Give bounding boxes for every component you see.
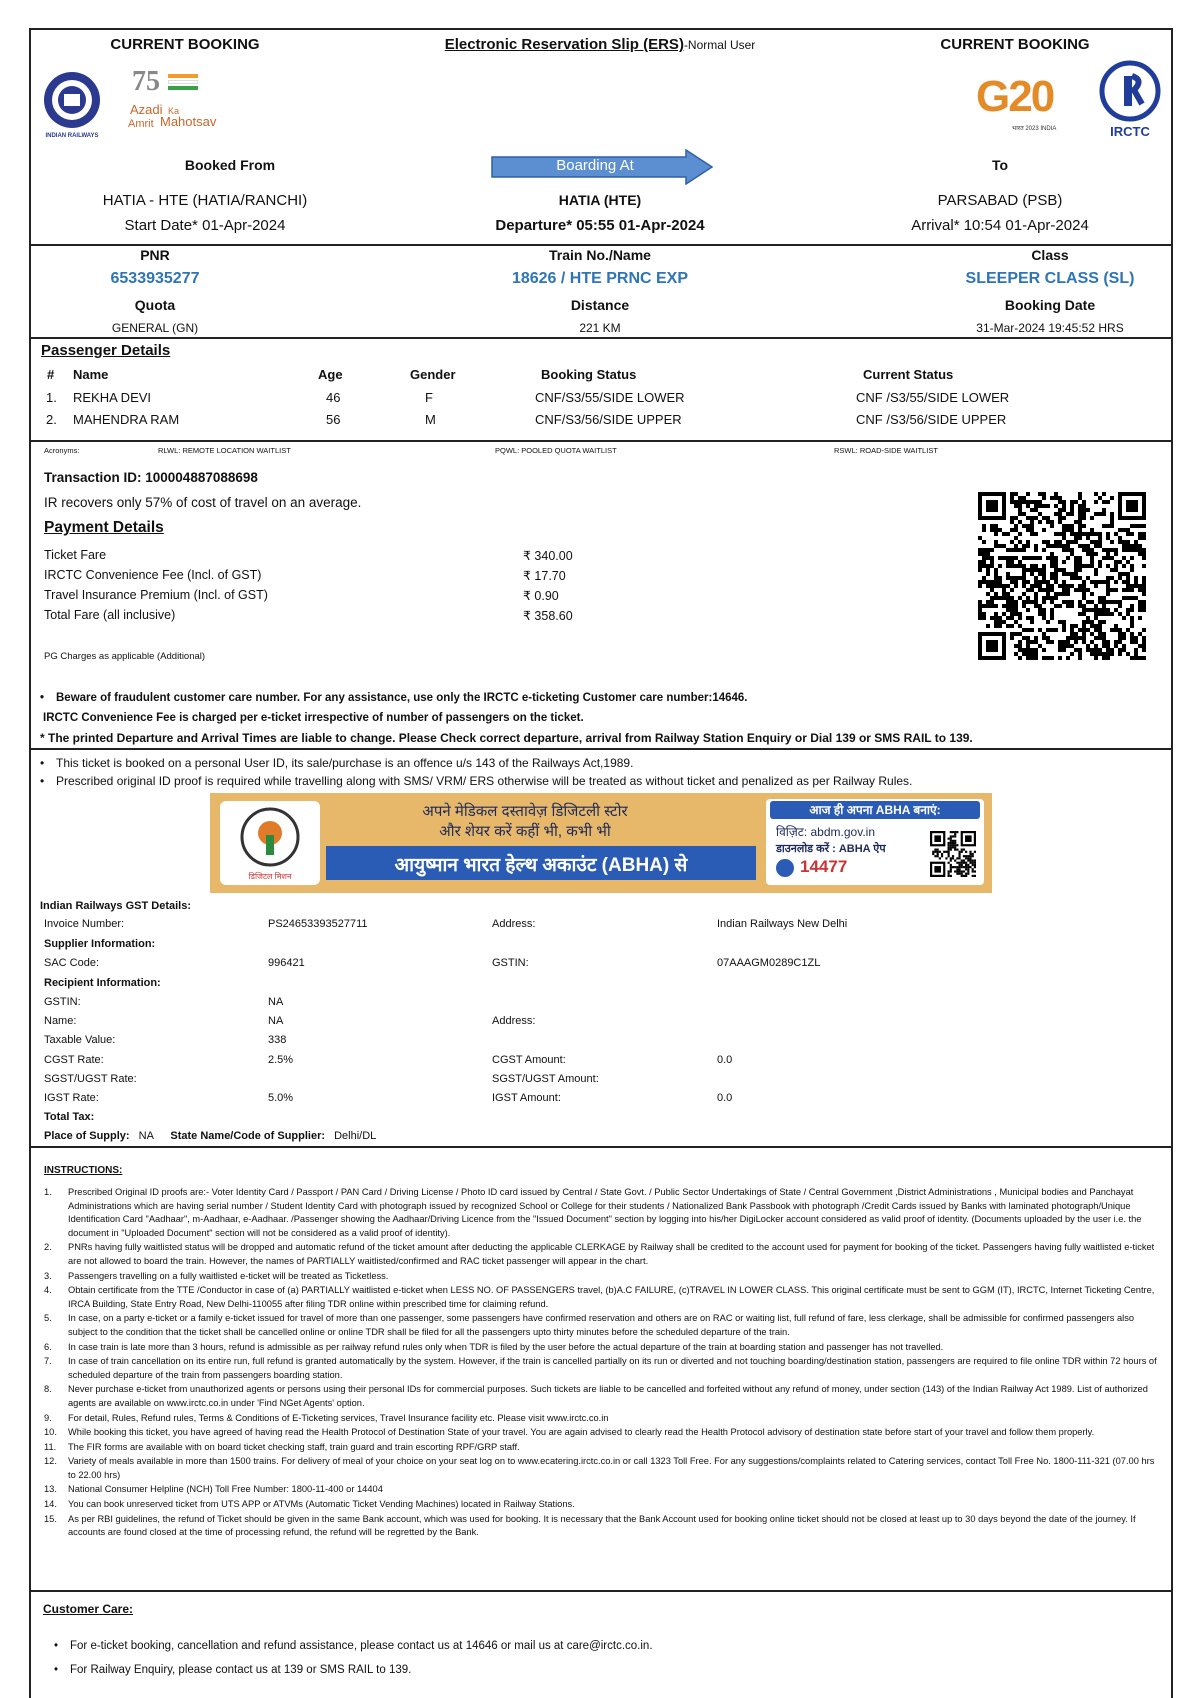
acronym-rswl: RSWL: ROAD-SIDE WAITLIST (834, 446, 938, 455)
instruction-text: In case train is late more than 3 hours, refund is admissible as per railway refund rules only when TDR is filed by the user before the actual departure of the train at boarding station and passenger has not travelled. (68, 1341, 944, 1352)
distance-label: Distance (570, 297, 630, 313)
gst-recipient-address-label: Address: (492, 1015, 536, 1027)
divider (29, 1146, 1173, 1148)
g20-logo-text: G20 (976, 72, 1054, 121)
customer-care-item2-text: For Railway Enquiry, please contact us at 139 or SMS RAIL to 139. (70, 1664, 412, 1676)
instruction-number: 15. (44, 1513, 57, 1524)
id-proof-notice-text: Prescribed original ID proof is required while travelling along with SMS/ VRM/ ERS otherwise will be treated as without ticket and penalized as per Railway Rules. (56, 774, 913, 788)
instruction-number: 2. (44, 1242, 52, 1253)
gst-supplier-label: Supplier Information: (44, 938, 156, 950)
distance-value: 221 KM (579, 321, 621, 335)
gst-taxable-value: 338 (268, 1034, 287, 1046)
personal-id-notice: • This ticket is booked on a personal User ID, its sale/purchase is an offence u/s 143 of the Railways Act,1989. (40, 756, 634, 770)
divider (29, 440, 1173, 442)
instruction-item (44, 1355, 1160, 1382)
abha-banner-line1: अपने मेडिकल दस्तावेज़ डिजिटली स्टोर (422, 803, 628, 820)
instruction-item (44, 1455, 1160, 1482)
gst-invoice-label: Invoice Number: (44, 918, 125, 930)
gst-supply-label: Place of Supply: (44, 1130, 130, 1142)
customer-care-title: Customer Care: (43, 1602, 134, 1616)
azadi-logo-line3: Mahotsav (160, 114, 217, 129)
instruction-item (44, 1270, 1160, 1284)
ers-title-text: Electronic Reservation Slip (ERS) (444, 36, 684, 53)
gst-cgst-rate-value: 2.5% (268, 1054, 294, 1066)
instruction-text: In case of train cancellation on its entire run, full refund is granted automatically by the system. However, if the train is cancelled partially on its run or diverted and not touching boarding/destination station, passengers are required to file online TDR within 72 hours of scheduled departure of the train from passengers boarding station. (68, 1356, 1157, 1380)
gst-igst-amount-value: 0.0 (717, 1092, 733, 1104)
payment-label: Ticket Fare (44, 548, 107, 562)
instruction-number: 8. (44, 1384, 52, 1395)
azadi-logo-ka: Ka (168, 106, 180, 116)
ir-recovery-note: IR recovers only 57% of cost of travel on an average. (44, 495, 362, 510)
instructions-list (44, 1186, 1160, 1541)
instruction-text: Passengers travelling on a fully waitlisted e-ticket will be treated as Ticketless. (68, 1270, 389, 1281)
gst-cgst-rate-label: CGST Rate: (44, 1054, 104, 1066)
azadi-logo-line2: Amrit (128, 118, 154, 130)
to-station: PARSABAD (PSB) (937, 192, 1063, 209)
passenger-name: MAHENDRA RAM (73, 412, 180, 427)
azadi-ka-amrit-mahotsav-logo (128, 66, 238, 130)
gst-recipient-gstin-value: NA (268, 996, 284, 1008)
gst-invoice-value: PS24653393527711 (268, 918, 368, 930)
divider (29, 337, 1173, 339)
passenger-details-title: Passenger Details (41, 342, 171, 359)
instruction-number: 4. (44, 1285, 52, 1296)
col-number: # (47, 367, 55, 382)
gst-sac-value: 996421 (268, 957, 305, 969)
booked-from-label: Booked From (184, 157, 276, 173)
gst-gstin-label: GSTIN: (492, 957, 529, 969)
irctc-logo (1098, 60, 1162, 122)
instruction-number: 1. (44, 1187, 52, 1197)
instruction-item (44, 1341, 1160, 1355)
passenger-age: 46 (326, 390, 341, 405)
from-station: HATIA - HTE (HATIA/RANCHI) (102, 192, 308, 209)
azadi-logo-line1: Azadi (130, 102, 163, 117)
boarding-station: HATIA (HTE) (558, 192, 642, 208)
passenger-current-status: CNF /S3/56/SIDE UPPER (856, 412, 1007, 427)
instruction-item (44, 1312, 1160, 1339)
instruction-number: 9. (44, 1412, 52, 1423)
g20-logo (976, 72, 1096, 136)
instruction-number: 12. (44, 1456, 57, 1467)
customer-care-item: • For e-ticket booking, cancellation and refund assistance, please contact us at 14646 or mail us at care@irctc.co.in. (54, 1640, 653, 1652)
gst-total-tax-label: Total Tax: (44, 1111, 95, 1123)
payment-value: ₹ 340.00 (523, 549, 573, 563)
gst-recipient-gstin-label: GSTIN: (44, 996, 81, 1008)
class-value: SLEEPER CLASS (SL) (965, 270, 1135, 287)
header-right-title: CURRENT BOOKING (940, 36, 1090, 53)
divider (29, 1590, 1173, 1592)
instruction-item (44, 1241, 1160, 1268)
abha-logo (230, 805, 310, 869)
payment-value: ₹ 0.90 (523, 589, 559, 603)
instruction-number: 6. (44, 1341, 52, 1352)
booking-date-value: 31-Mar-2024 19:45:52 HRS (976, 321, 1124, 335)
col-booking-status: Booking Status (541, 367, 637, 382)
personal-id-notice-text: This ticket is booked on a personal User ID, its sale/purchase is an offence u/s 143 of the Railways Act,1989. (56, 756, 634, 770)
gst-recipient-label: Recipient Information: (44, 977, 161, 989)
phone-icon (776, 859, 794, 877)
instruction-item (44, 1284, 1160, 1311)
gst-title: Indian Railways GST Details: (40, 900, 191, 912)
instruction-text: For detail, Rules, Refund rules, Terms & Conditions of E-Ticketing services, Travel Insurance facility etc. Please visit www.irctc.co.in (68, 1412, 609, 1423)
instruction-number: 5. (44, 1313, 52, 1324)
col-gender: Gender (410, 367, 456, 382)
instruction-item (44, 1186, 1160, 1240)
instruction-item (44, 1426, 1160, 1440)
instruction-number: 14. (44, 1499, 57, 1510)
instruction-text: The FIR forms are available with on board ticket checking staff, train guard and train escorting RPF/GRP staff. (68, 1441, 520, 1452)
instruction-number: 3. (44, 1270, 52, 1281)
pnr-number: 6533935277 (110, 270, 200, 287)
irctc-logo-text: IRCTC (1110, 124, 1150, 139)
passenger-number: 1. (46, 390, 57, 405)
instruction-item (44, 1441, 1160, 1455)
customer-care-item1-text: For e-ticket booking, cancellation and refund assistance, please contact us at 14646 or mail us at care@irctc.co.in. (70, 1640, 653, 1652)
instruction-number: 7. (44, 1356, 52, 1367)
instructions-title: INSTRUCTIONS: (44, 1165, 123, 1176)
id-proof-notice: • Prescribed original ID proof is required while travelling along with SMS/ VRM/ ERS otherwise will be treated as without ticket and penalized as per Railway Rules. (40, 774, 913, 788)
payment-details-title: Payment Details (44, 519, 164, 536)
instruction-item (44, 1412, 1160, 1426)
gst-place-of-supply (44, 1130, 376, 1142)
gst-sgst-rate-label: SGST/UGST Rate: (44, 1073, 137, 1085)
payment-value: ₹ 17.70 (523, 569, 566, 583)
passenger-booking-status: CNF/S3/55/SIDE LOWER (535, 390, 685, 405)
instruction-text: Never purchase e-ticket from unauthorized agents or persons using their personal IDs for commercial purposes. Such tickets are liable to be cancelled and forfeited without any refund of money, under section (143) of the Indian Railway Act 1989. List of authorized agents are available on www.irctc.co.in under 'Find NGet Agents' option. (68, 1384, 1148, 1408)
railways-logo-text: INDIAN RAILWAYS (45, 133, 99, 139)
instruction-text: In case, on a party e-ticket or a family e-ticket issued for travel of more than one passenger, some passengers have confirmed reservation and others are on RAC or waiting list, full refund of fare, less clerkage, shall be admissible for confirmed passengers also subject to the condition that the ticket shall be cancelled online or online TDR shall be filed for all the passengers upto thirty minutes before the scheduled departure of the train. (68, 1313, 1135, 1337)
col-age: Age (318, 367, 343, 382)
abha-banner-download: डाउनलोड करें : ABHA ऐप (776, 843, 886, 855)
gst-igst-amount-label: IGST Amount: (492, 1092, 561, 1104)
passenger-gender: F (425, 390, 433, 405)
acronyms-label: Acronyms: (44, 446, 80, 455)
indian-railways-logo (42, 70, 102, 130)
instruction-text: Obtain certificate from the TTE /Conductor in case of (a) PARTIALLY waitlisted e-ticket when LESS NO. OF PASSENGERS travel, (b)A.C FAILURE, (c)TRAVEL IN LOWER CLASS. This original certificate must be sent to GGM (IT), IRCTC, Internet Ticketing Centre, IRCA Building, State Entry Road, New Delhi-110055 after filing TDR online within prescribed time for claiming refund. (68, 1285, 1155, 1309)
divider (29, 244, 1173, 246)
gst-sgst-amount-label: SGST/UGST Amount: (492, 1073, 599, 1085)
instruction-number: 10. (44, 1427, 57, 1438)
start-date: Start Date* 01-Apr-2024 (124, 217, 286, 234)
gst-state-value: Delhi/DL (334, 1130, 377, 1142)
gst-address-value: Indian Railways New Delhi (717, 918, 848, 930)
instruction-number: 13. (44, 1484, 57, 1495)
abha-banner-phone: 14477 (800, 857, 848, 876)
convenience-fee-notice: IRCTC Convenience Fee is charged per e-ticket irrespective of number of passengers on the ticket. (43, 712, 584, 724)
instruction-item (44, 1498, 1160, 1512)
col-current-status: Current Status (863, 367, 954, 382)
payment-value: ₹ 358.60 (523, 609, 573, 623)
abha-logo-text: डिजिटल मिशन (248, 872, 292, 881)
pnr-label: PNR (140, 247, 170, 263)
header-left-title: CURRENT BOOKING (110, 36, 260, 53)
acronym-pqwl: PQWL: POOLED QUOTA WAITLIST (495, 446, 617, 455)
gst-state-label: State Name/Code of Supplier: (170, 1130, 326, 1142)
class-label: Class (1031, 247, 1069, 263)
arrival-time: Arrival* 10:54 01-Apr-2024 (911, 217, 1089, 234)
passenger-booking-status: CNF/S3/56/SIDE UPPER (535, 412, 682, 427)
booking-date-label: Booking Date (1004, 297, 1096, 313)
customer-care-item: • For Railway Enquiry, please contact us at 139 or SMS RAIL to 139. (54, 1664, 412, 1676)
passenger-gender: M (425, 412, 436, 427)
acronym-rlwl: RLWL: REMOTE LOCATION WAITLIST (158, 446, 291, 455)
gst-taxable-label: Taxable Value: (44, 1034, 116, 1046)
gst-supply-value: NA (138, 1130, 154, 1142)
gst-name-value: NA (268, 1015, 284, 1027)
instruction-text: PNRs having fully waitlisted status will be dropped and automatic refund of the ticket amount after deducting the applicable CLERKAGE by Railway shall be credited to the account used for payment for booking of the ticket. Passengers having fully waitlisted e-ticket are not allowed to board the train. However, the names of PARTIALLY waitlisted/confirmed and RAC ticket passenger will appear in the chart. (68, 1242, 1155, 1266)
ers-title (330, 36, 870, 53)
divider (29, 748, 1173, 750)
gst-sac-label: SAC Code: (44, 957, 100, 969)
abha-banner-line2: और शेयर करें कहीं भी, कभी भी (439, 823, 611, 840)
azadi-logo-number: 75 (132, 66, 160, 97)
instruction-text: You can book unreserved ticket from UTS APP or ATVMs (Automatic Ticket Vending Machines) located in Railway Stations. (68, 1499, 575, 1510)
gst-name-label: Name: (44, 1015, 77, 1027)
ticket-qr-code (978, 492, 1146, 660)
ers-user-type: -Normal User (683, 38, 756, 52)
gst-address-label: Address: (492, 918, 536, 930)
abha-qr-code[interactable] (930, 831, 976, 877)
col-name: Name (73, 367, 109, 382)
boarding-at-label: Boarding At (556, 157, 634, 174)
instruction-text: While booking this ticket, you have agreed of having read the Health Protocol of Destination State of your travel. You are again advised to clearly read the Health Protocol advisory of destination state before start of your travel and follow them properly. (68, 1427, 1095, 1438)
abha-banner-main: आयुष्मान भारत हेल्थ अकाउंट (ABHA) से (394, 855, 688, 876)
departure-time: Departure* 05:55 01-Apr-2024 (495, 217, 705, 234)
beware-notice: • Beware of fraudulent customer care number. For any assistance, use only the IRCTC e-ticketing Customer care number:14646. (40, 692, 748, 704)
gst-igst-rate-value: 5.0% (268, 1092, 294, 1104)
abha-banner-visit[interactable]: विज़िट: abdm.gov.in (776, 825, 875, 839)
train-number-name: 18626 / HTE PRNC EXP (511, 270, 689, 287)
payment-label: Travel Insurance Premium (Incl. of GST) (44, 588, 268, 602)
train-label: Train No./Name (549, 247, 651, 263)
transaction-id: Transaction ID: 100004887088698 (44, 470, 258, 485)
instruction-text: Variety of meals available in more than 1500 trains. For delivery of meal of your choice on your seat log on to www.ecatering.irctc.co.in or call 1323 Toll Free. For any suggestions/complaints related to Catering services, contact Toll Free No. 1800-111-321 (07.00 hrs to 22.00 hrs) (68, 1456, 1155, 1480)
instruction-number: 11. (44, 1441, 57, 1452)
g20-logo-subtext: भारत 2023 INDIA (1012, 126, 1057, 132)
printed-times-notice: * The printed Departure and Arrival Times are liable to change. Please Check correct departure, arrival from Railway Station Enquiry or Dial 139 or SMS RAIL to 139. (40, 731, 973, 745)
abha-banner-cta-title: आज ही अपना ABHA बनाएं: (770, 801, 980, 819)
pg-charges-note: PG Charges as applicable (Additional) (44, 651, 206, 662)
gst-cgst-amount-label: CGST Amount: (492, 1054, 566, 1066)
instruction-item (44, 1483, 1160, 1497)
passenger-number: 2. (46, 412, 57, 427)
instruction-item (44, 1513, 1160, 1540)
gst-cgst-amount-value: 0.0 (717, 1054, 733, 1066)
quota-value: GENERAL (GN) (111, 321, 199, 335)
passenger-name: REKHA DEVI (73, 390, 152, 405)
beware-notice-text: Beware of fraudulent customer care number. For any assistance, use only the IRCTC e-ticketing Customer care number:14646. (56, 692, 748, 704)
instruction-text: As per RBI guidelines, the refund of Ticket should be given in the same Bank account, which was used for booking. It is necessary that the Bank Account used for booking online ticket should not be closed at least up to 30 days beyond the date of the journey. If accounts are found closed at the time of processing refund, the refund will be regretted by the Bank. (68, 1513, 1136, 1538)
instruction-item (44, 1383, 1160, 1410)
instruction-text: Prescribed Original ID proofs are:- Voter Identity Card / Passport / PAN Card / Driving License / Photo ID card issued by Central / State Govt. / Public Sector Undertakings of State / Central Government ,District Administrations , Municipal bodies and Panchayat Administrations which are having serial number / Student Identity Card with photograph issued by recognized School or College for their students / Nationalized Bank Passbook with photograph /Credit Cards issued by Banks with laminated photograph/Unique Identification Card "Aadhaar", m-Aadhaar, e-Aadhaar. /Passenger showing the Aadhaar/Driving Licence from the "Issued Document" section by logging into his/her DigiLocker account considered as valid proof of identity. (Documents uploaded by the user i.e. the document in "Uploaded Document" section will not be considered as a valid proof of identity). (68, 1187, 1142, 1238)
passenger-current-status: CNF /S3/55/SIDE LOWER (856, 390, 1010, 405)
quota-label: Quota (134, 297, 176, 313)
instruction-text: National Consumer Helpline (NCH) Toll Free Number: 1800-11-400 or 14404 (68, 1484, 383, 1495)
abha-banner[interactable] (210, 793, 992, 893)
passenger-age: 56 (326, 412, 341, 427)
gst-gstin-value: 07AAAGM0289C1ZL (717, 957, 821, 969)
payment-label: Total Fare (all inclusive) (44, 608, 176, 622)
gst-igst-rate-label: IGST Rate: (44, 1092, 99, 1104)
payment-label: IRCTC Convenience Fee (Incl. of GST) (44, 568, 262, 582)
to-label: To (991, 157, 1009, 173)
